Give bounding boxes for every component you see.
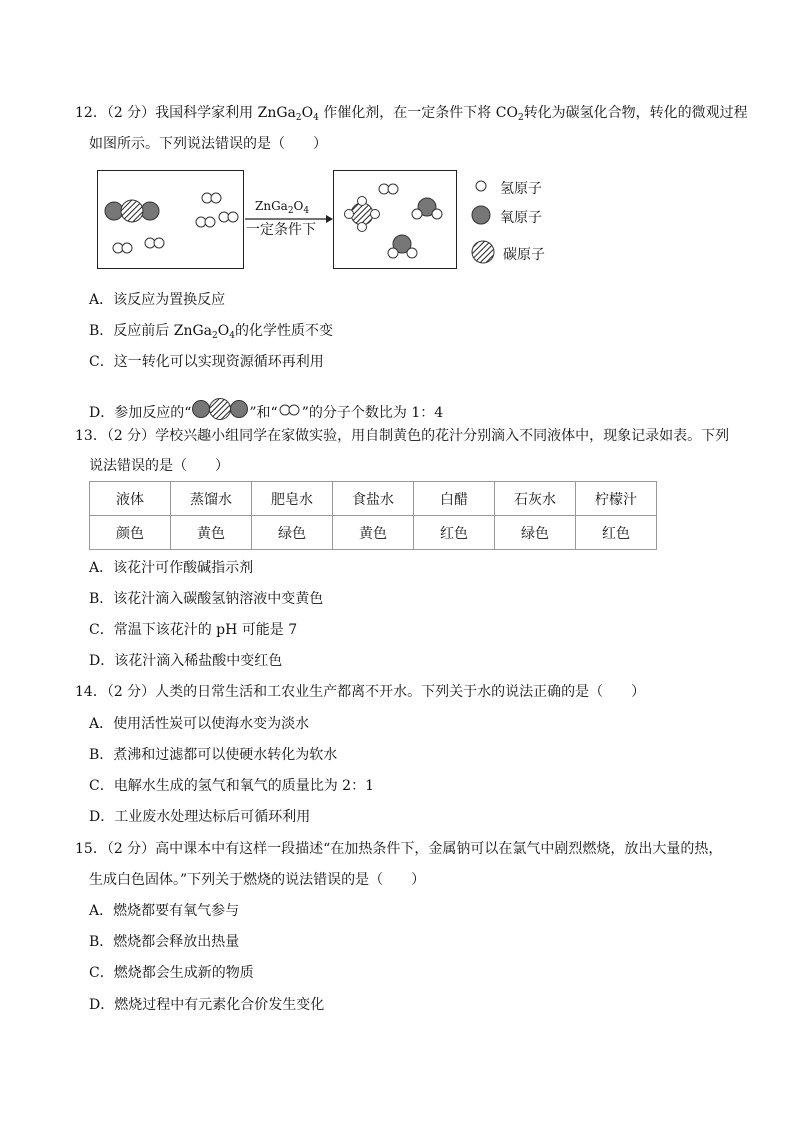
legend-hydrogen: 氢原子: [500, 181, 542, 197]
experiment-table: [89, 481, 657, 550]
catalyst-label: $ZnGa_2O_4$: [255, 199, 310, 216]
table-cell: 蒸馏水: [171, 482, 252, 516]
q13-option-c: C．常温下该花汁的 pH 可能是 7: [89, 622, 298, 638]
legend-oxygen: 氧原子: [500, 210, 542, 226]
co2-molecule-icon: [191, 398, 249, 420]
q12-stem-line2: 如图所示。下列说法错误的是（ ）: [89, 136, 327, 152]
h2o-molecule-icon: [388, 235, 417, 258]
co2-molecule-icon: [105, 200, 159, 222]
q15-stem-line2: 生成白色固体。”下列关于燃烧的说法错误的是（ ）: [89, 872, 426, 888]
q15-option-b: B．燃烧都会释放出热量: [89, 934, 240, 950]
oxygen-atom-icon: [472, 206, 490, 224]
table-cell: 肥皂水: [252, 482, 333, 516]
legend-icons: [470, 176, 500, 270]
q14-option-b: B．煮沸和过滤都可以使硬水转化为软水: [89, 747, 338, 763]
q14-option-a: A．使用活性炭可以使海水变为淡水: [89, 716, 310, 732]
q15-stem-line1: 15．（2 分）高中课本中有这样一段描述“在加热条件下，金属钠可以在氯气中剧烈燃烧，放出大量的热，: [75, 841, 723, 857]
condition-label: 一定条件下: [246, 222, 316, 238]
product-molecules: [334, 171, 456, 268]
legend-carbon: 碳原子: [503, 247, 545, 263]
q12-stem-line1: 12．（2 分）我国科学家利用 $ZnGa_2O_4$ 作催化剂，在一定条件下将 $CO_2$转化为碳氢化合物，转化的微观过程: [75, 105, 748, 123]
q14-option-d: D．工业废水处理达标后可循环利用: [89, 809, 311, 825]
table-cell: 食盐水: [333, 482, 414, 516]
table-cell: 绿色: [252, 516, 333, 550]
h2-molecule-icon: [278, 404, 302, 416]
table-cell: 黄色: [171, 516, 252, 550]
table-cell: 石灰水: [495, 482, 576, 516]
q13-stem-line1: 13．（2 分）学校兴趣小组同学在家做实验，用自制黄色的花汁分别滴入不同液体中，现象记录如表。下列: [75, 428, 730, 444]
q13-option-b: B．该花汁滴入碳酸氢钠溶液中变黄色: [89, 591, 324, 607]
table-cell: 液体: [90, 482, 171, 516]
table-cell: 颜色: [90, 516, 171, 550]
table-cell: 红色: [414, 516, 495, 550]
hydrogen-atom-icon: [476, 181, 486, 191]
q13-stem-line2: 说法错误的是（ ）: [89, 458, 229, 474]
q13-option-a: A．该花汁可作酸碱指示剂: [89, 560, 254, 576]
carbon-atom-icon: [472, 241, 494, 263]
q12-option-a: A．该反应为置换反应: [89, 292, 226, 308]
q15-option-d: D．燃烧过程中有元素化合价发生变化: [89, 997, 325, 1013]
q13-option-d: D．该花汁滴入稀盐酸中变红色: [89, 653, 283, 669]
table-row: [90, 482, 657, 516]
table-cell: 白醋: [414, 482, 495, 516]
table-cell: 黄色: [333, 516, 414, 550]
q12-option-c: C．这一转化可以实现资源循环再利用: [89, 354, 324, 370]
q12-option-b: B．反应前后 $ZnGa_2O_4$的化学性质不变: [89, 323, 333, 341]
table-cell: 红色: [576, 516, 657, 550]
h2-molecule-icon: [379, 184, 398, 194]
q15-option-a: A．燃烧都要有氧气参与: [89, 903, 240, 919]
h2o-molecule-icon: [412, 198, 442, 219]
products-box: [333, 170, 457, 269]
reactants-box: [97, 170, 244, 269]
table-cell: 绿色: [495, 516, 576, 550]
table-cell: 柠檬汁: [576, 482, 657, 516]
q14-stem: 14．（2 分）人类的日常生活和工农业生产都离不开水。下列关于水的说法正确的是（ ）: [75, 684, 646, 700]
ch4-molecule-icon: [345, 197, 380, 232]
q15-option-c: C．燃烧都会生成新的物质: [89, 965, 254, 981]
q12-option-d: D．参加反应的“ ”和“ ”的分子个数比为 1：4: [89, 398, 443, 422]
table-row: [90, 516, 657, 550]
reactant-molecules: [98, 171, 243, 268]
q14-option-c: C．电解水生成的氢气和氧气的质量比为 2：1: [89, 778, 374, 794]
